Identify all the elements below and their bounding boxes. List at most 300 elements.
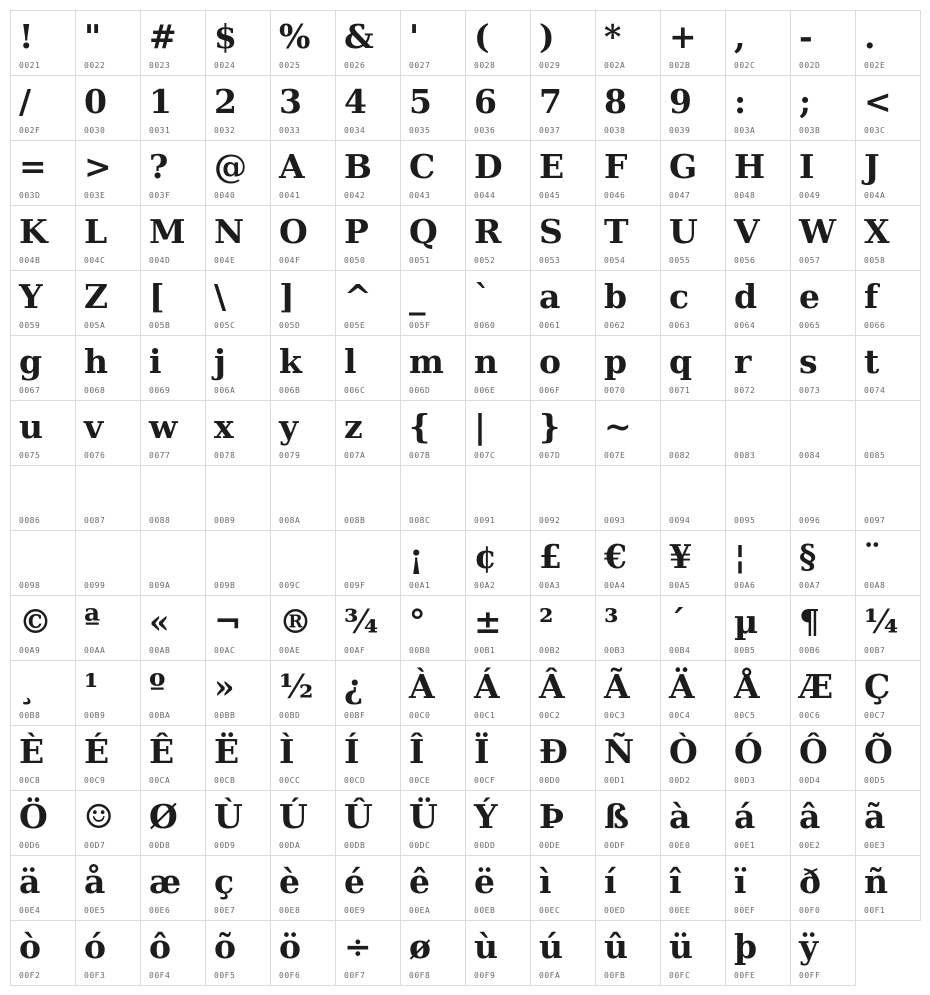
glyph-cell — [205, 10, 271, 76]
glyph-cell — [335, 205, 401, 271]
glyph-char: 6 — [474, 82, 497, 121]
glyph-cell — [595, 270, 661, 336]
glyph-cell — [725, 465, 791, 531]
glyph-char: ¡ — [409, 537, 424, 576]
glyph-codepoint: 0084 — [799, 451, 821, 460]
glyph-cell — [790, 920, 856, 986]
glyph-codepoint: 0078 — [214, 451, 236, 460]
glyph-codepoint: 0093 — [604, 516, 626, 525]
glyph-codepoint: 0069 — [149, 386, 171, 395]
glyph-codepoint: 00DC — [409, 841, 431, 850]
glyph-char: 3 — [279, 82, 302, 121]
glyph-char: ¦ — [734, 537, 747, 576]
glyph-char: ± — [474, 602, 502, 641]
glyph-char: T — [604, 212, 629, 251]
glyph-char: Ù — [214, 797, 243, 836]
glyph-codepoint: 003D — [19, 191, 41, 200]
glyph-cell — [205, 920, 271, 986]
glyph-char: ÿ — [799, 927, 819, 966]
glyph-cell — [855, 725, 921, 791]
glyph-cell — [10, 335, 76, 401]
glyph-cell — [725, 725, 791, 791]
glyph-codepoint: 002D — [799, 61, 821, 70]
glyph-char: 5 — [409, 82, 432, 121]
glyph-codepoint: 00D9 — [214, 841, 236, 850]
glyph-char: ¾ — [344, 602, 379, 641]
glyph-codepoint: 00C7 — [864, 711, 886, 720]
glyph-char: D — [474, 147, 503, 186]
glyph-cell — [205, 660, 271, 726]
glyph-cell — [855, 335, 921, 401]
glyph-cell — [75, 75, 141, 141]
glyph-char: t — [864, 342, 880, 381]
glyph-cell — [10, 465, 76, 531]
glyph-codepoint: 00C0 — [409, 711, 431, 720]
glyph-codepoint: 00E6 — [149, 906, 171, 915]
glyph-codepoint: 0074 — [864, 386, 886, 395]
glyph-codepoint: 00AB — [149, 646, 171, 655]
glyph-codepoint: 00A7 — [799, 581, 821, 590]
glyph-cell — [400, 75, 466, 141]
glyph-char: ³ — [604, 602, 619, 641]
glyph-cell — [75, 335, 141, 401]
glyph-codepoint: 002C — [734, 61, 756, 70]
glyph-char: Þ — [539, 797, 564, 836]
glyph-char: ( — [474, 17, 490, 56]
glyph-codepoint: 00E0 — [669, 841, 691, 850]
glyph-codepoint: 00F7 — [344, 971, 366, 980]
glyph-cell — [140, 270, 206, 336]
glyph-cell — [660, 10, 726, 76]
glyph-char: y — [279, 407, 299, 446]
glyph-codepoint: 0077 — [149, 451, 171, 460]
glyph-cell — [595, 790, 661, 856]
glyph-cell — [465, 790, 531, 856]
glyph-char: ¥ — [669, 537, 692, 576]
glyph-cell — [75, 205, 141, 271]
glyph-char: c — [669, 277, 690, 316]
glyph-cell — [205, 725, 271, 791]
glyph-codepoint: 00B2 — [539, 646, 561, 655]
glyph-cell — [530, 75, 596, 141]
glyph-char: Å — [734, 667, 760, 706]
glyph-codepoint: 00AC — [214, 646, 236, 655]
glyph-cell — [725, 530, 791, 596]
glyph-cell — [400, 920, 466, 986]
glyph-codepoint: 002B — [669, 61, 691, 70]
glyph-cell — [400, 660, 466, 726]
glyph-codepoint: 007A — [344, 451, 366, 460]
glyph-char: Á — [474, 667, 500, 706]
glyph-codepoint: 0022 — [84, 61, 106, 70]
glyph-codepoint: 00EB — [474, 906, 496, 915]
glyph-cell — [400, 465, 466, 531]
glyph-codepoint: 0029 — [539, 61, 561, 70]
glyph-cell — [790, 10, 856, 76]
glyph-char: Ê — [149, 732, 175, 771]
glyph-char: > — [84, 147, 112, 186]
glyph-codepoint: 00E1 — [734, 841, 756, 850]
glyph-cell — [855, 855, 921, 921]
glyph-cell — [400, 530, 466, 596]
glyph-char: k — [279, 342, 302, 381]
glyph-cell — [270, 920, 336, 986]
glyph-codepoint: 0096 — [799, 516, 821, 525]
glyph-char: Ã — [604, 667, 630, 706]
glyph-cell — [855, 530, 921, 596]
glyph-char: Î — [409, 732, 425, 771]
glyph-cell — [790, 465, 856, 531]
glyph-codepoint: 00B5 — [734, 646, 756, 655]
glyph-codepoint: 004E — [214, 256, 236, 265]
glyph-char: í — [604, 862, 617, 901]
glyph-codepoint: 00B1 — [474, 646, 496, 655]
glyph-cell — [270, 595, 336, 661]
glyph-char: P — [344, 212, 369, 251]
glyph-char: ' — [409, 17, 420, 56]
glyph-cell — [465, 465, 531, 531]
glyph-char: Â — [539, 667, 565, 706]
glyph-cell — [205, 335, 271, 401]
glyph-cell — [140, 530, 206, 596]
glyph-codepoint: 006B — [279, 386, 301, 395]
glyph-codepoint: 00D0 — [539, 776, 561, 785]
glyph-cell — [205, 400, 271, 466]
glyph-codepoint: 006E — [474, 386, 496, 395]
glyph-codepoint: 0049 — [799, 191, 821, 200]
glyph-cell — [205, 790, 271, 856]
glyph-char: ½ — [279, 667, 314, 706]
glyph-codepoint: 0046 — [604, 191, 626, 200]
glyph-char: È — [19, 732, 45, 771]
glyph-char: Ô — [799, 732, 828, 771]
glyph-codepoint: 005C — [214, 321, 236, 330]
glyph-cell — [725, 790, 791, 856]
glyph-char: ] — [279, 277, 295, 316]
glyph-cell — [75, 140, 141, 206]
glyph-cell — [530, 10, 596, 76]
glyph-cell — [335, 465, 401, 531]
glyph-cell — [790, 725, 856, 791]
glyph-cell — [790, 660, 856, 726]
glyph-cell — [530, 400, 596, 466]
glyph-codepoint: 0044 — [474, 191, 496, 200]
glyph-char: ² — [539, 602, 554, 641]
glyph-codepoint: 0027 — [409, 61, 431, 70]
glyph-codepoint: 003A — [734, 126, 756, 135]
glyph-char: þ — [734, 927, 758, 966]
glyph-codepoint: 00C2 — [539, 711, 561, 720]
glyph-char: á — [734, 797, 756, 836]
glyph-cell — [270, 270, 336, 336]
glyph-char: G — [669, 147, 698, 186]
glyph-codepoint: 003F — [149, 191, 171, 200]
glyph-cell — [660, 140, 726, 206]
glyph-cell — [790, 335, 856, 401]
glyph-char: R — [474, 212, 502, 251]
glyph-codepoint: 00D7 — [84, 841, 106, 850]
glyph-char: ° — [409, 602, 426, 641]
glyph-codepoint: 0075 — [19, 451, 41, 460]
glyph-codepoint: 00C6 — [799, 711, 821, 720]
glyph-char: Ð — [539, 732, 568, 771]
glyph-cell — [400, 855, 466, 921]
glyph-char: ¿ — [344, 667, 364, 706]
glyph-cell — [400, 595, 466, 661]
glyph-codepoint: 002E — [864, 61, 886, 70]
glyph-codepoint: 00B7 — [864, 646, 886, 655]
glyph-char: º — [149, 667, 166, 706]
glyph-char: ê — [409, 862, 430, 901]
glyph-char: ñ — [864, 862, 888, 901]
glyph-char: Y — [19, 277, 43, 316]
glyph-codepoint: 00FA — [539, 971, 561, 980]
glyph-codepoint: 00D3 — [734, 776, 756, 785]
glyph-codepoint: 0066 — [864, 321, 886, 330]
glyph-cell — [400, 205, 466, 271]
glyph-codepoint: 00EF — [734, 906, 756, 915]
glyph-codepoint: 00A2 — [474, 581, 496, 590]
glyph-codepoint: 0071 — [669, 386, 691, 395]
glyph-char: ¶ — [799, 602, 820, 641]
glyph-codepoint: 009B — [214, 581, 236, 590]
glyph-char: û — [604, 927, 628, 966]
glyph-char: 7 — [539, 82, 562, 121]
glyph-cell — [595, 530, 661, 596]
glyph-char: ä — [19, 862, 41, 901]
glyph-codepoint: 004B — [19, 256, 41, 265]
glyph-cell — [660, 920, 726, 986]
glyph-char: € — [604, 537, 627, 576]
glyph-codepoint: 0082 — [669, 451, 691, 460]
glyph-codepoint: 0089 — [214, 516, 236, 525]
glyph-char: £ — [539, 537, 562, 576]
glyph-cell — [465, 75, 531, 141]
glyph-char: h — [84, 342, 108, 381]
glyph-cell — [10, 400, 76, 466]
glyph-codepoint: 00DE — [539, 841, 561, 850]
glyph-codepoint: 004F — [279, 256, 301, 265]
glyph-cell — [725, 270, 791, 336]
glyph-codepoint: 00CA — [149, 776, 171, 785]
glyph-char: w — [149, 407, 178, 446]
glyph-char: K — [19, 212, 48, 251]
glyph-char: ? — [149, 147, 169, 186]
glyph-char: W — [799, 212, 837, 251]
glyph-char: ç — [214, 862, 235, 901]
glyph-cell — [595, 920, 661, 986]
glyph-cell — [660, 855, 726, 921]
glyph-char: ß — [604, 797, 630, 836]
glyph-char: ª — [84, 602, 101, 641]
glyph-char: Ó — [734, 732, 763, 771]
glyph-char: ø — [409, 927, 432, 966]
glyph-codepoint: 00C8 — [19, 776, 41, 785]
glyph-char: µ — [734, 602, 759, 641]
glyph-char: ® — [279, 602, 312, 641]
glyph-codepoint: 003E — [84, 191, 106, 200]
glyph-codepoint: 009A — [149, 581, 171, 590]
glyph-cell — [335, 335, 401, 401]
glyph-codepoint: 00DB — [344, 841, 366, 850]
glyph-codepoint: 00E3 — [864, 841, 886, 850]
glyph-char: % — [279, 17, 311, 56]
glyph-cell — [725, 205, 791, 271]
glyph-char: § — [799, 537, 817, 576]
glyph-codepoint: 005E — [344, 321, 366, 330]
glyph-cell — [725, 595, 791, 661]
glyph-codepoint: 00AA — [84, 646, 106, 655]
glyph-cell — [10, 10, 76, 76]
glyph-codepoint: 00BD — [279, 711, 301, 720]
glyph-codepoint: 0043 — [409, 191, 431, 200]
glyph-cell — [595, 855, 661, 921]
glyph-cell — [855, 75, 921, 141]
glyph-codepoint: 0033 — [279, 126, 301, 135]
glyph-codepoint: 00E8 — [279, 906, 301, 915]
glyph-cell — [855, 205, 921, 271]
glyph-char: « — [149, 602, 170, 641]
glyph-cell — [790, 595, 856, 661]
glyph-cell — [205, 270, 271, 336]
glyph-cell — [270, 10, 336, 76]
glyph-char: Ì — [279, 732, 295, 771]
glyph-codepoint: 0091 — [474, 516, 496, 525]
glyph-cell — [790, 75, 856, 141]
glyph-cell — [140, 400, 206, 466]
glyph-char: 4 — [344, 82, 367, 121]
glyph-char: Ñ — [604, 732, 635, 771]
glyph-cell — [530, 335, 596, 401]
glyph-cell — [205, 855, 271, 921]
glyph-codepoint: 00E7 — [214, 906, 236, 915]
glyph-cell — [790, 790, 856, 856]
glyph-codepoint: 0079 — [279, 451, 301, 460]
glyph-char: ! — [19, 17, 34, 56]
glyph-char: ☺ — [84, 797, 114, 836]
glyph-cell — [10, 140, 76, 206]
glyph-codepoint: 00CB — [214, 776, 236, 785]
glyph-codepoint: 00B0 — [409, 646, 431, 655]
glyph-char: $ — [214, 17, 237, 56]
glyph-codepoint: 00A4 — [604, 581, 626, 590]
glyph-cell — [270, 660, 336, 726]
glyph-char: è — [279, 862, 300, 901]
glyph-char: ë — [474, 862, 495, 901]
glyph-cell — [10, 660, 76, 726]
glyph-char: ü — [669, 927, 693, 966]
glyph-char: ö — [279, 927, 302, 966]
glyph-cell — [725, 400, 791, 466]
glyph-char: Ü — [409, 797, 438, 836]
glyph-cell — [75, 660, 141, 726]
glyph-char: < — [864, 82, 892, 121]
glyph-cell — [465, 660, 531, 726]
glyph-codepoint: 007D — [539, 451, 561, 460]
glyph-codepoint: 0085 — [864, 451, 886, 460]
glyph-cell — [530, 790, 596, 856]
glyph-cell — [140, 335, 206, 401]
glyph-char: a — [539, 277, 561, 316]
glyph-codepoint: 00A5 — [669, 581, 691, 590]
glyph-char: Ö — [19, 797, 48, 836]
glyph-codepoint: 00B9 — [84, 711, 106, 720]
glyph-cell — [465, 205, 531, 271]
glyph-char: C — [409, 147, 436, 186]
glyph-cell — [855, 790, 921, 856]
glyph-codepoint: 0063 — [669, 321, 691, 330]
glyph-codepoint: 0042 — [344, 191, 366, 200]
glyph-codepoint: 00B4 — [669, 646, 691, 655]
glyph-char: ~ — [604, 407, 632, 446]
glyph-char: { — [409, 407, 431, 446]
glyph-codepoint: 0092 — [539, 516, 561, 525]
glyph-cell — [335, 140, 401, 206]
glyph-codepoint: 0064 — [734, 321, 756, 330]
glyph-char: " — [84, 17, 102, 56]
glyph-char: Ø — [149, 797, 178, 836]
glyph-cell — [140, 660, 206, 726]
glyph-codepoint: 0056 — [734, 256, 756, 265]
glyph-char: O — [279, 212, 308, 251]
glyph-char: M — [149, 212, 186, 251]
glyph-codepoint: 00F9 — [474, 971, 496, 980]
glyph-char: N — [214, 212, 245, 251]
glyph-cell — [140, 140, 206, 206]
glyph-cell — [400, 10, 466, 76]
glyph-cell — [855, 465, 921, 531]
glyph-codepoint: 0051 — [409, 256, 431, 265]
glyph-char: É — [84, 732, 110, 771]
glyph-codepoint: 00EA — [409, 906, 431, 915]
glyph-cell — [790, 530, 856, 596]
glyph-char: ` — [474, 277, 491, 316]
glyph-cell — [530, 855, 596, 921]
glyph-cell — [465, 400, 531, 466]
glyph-cell — [205, 140, 271, 206]
glyph-codepoint: 00CF — [474, 776, 496, 785]
glyph-cell — [335, 920, 401, 986]
glyph-char: j — [214, 342, 226, 381]
glyph-char: f — [864, 277, 879, 316]
glyph-cell — [725, 10, 791, 76]
glyph-codepoint: 0072 — [734, 386, 756, 395]
glyph-cell — [855, 140, 921, 206]
glyph-codepoint: 00E2 — [799, 841, 821, 850]
glyph-codepoint: 006C — [344, 386, 366, 395]
glyph-codepoint: 00F0 — [799, 906, 821, 915]
glyph-char: S — [539, 212, 563, 251]
glyph-codepoint: 00DF — [604, 841, 626, 850]
glyph-char: _ — [409, 277, 426, 316]
glyph-codepoint: 00FF — [799, 971, 821, 980]
glyph-cell — [660, 335, 726, 401]
glyph-codepoint: 00EC — [539, 906, 561, 915]
glyph-cell — [790, 270, 856, 336]
glyph-codepoint: 0053 — [539, 256, 561, 265]
glyph-codepoint: 00A9 — [19, 646, 41, 655]
glyph-codepoint: 0061 — [539, 321, 561, 330]
glyph-codepoint: 0040 — [214, 191, 236, 200]
glyph-codepoint: 00AE — [279, 646, 301, 655]
glyph-codepoint: 00F4 — [149, 971, 171, 980]
glyph-codepoint: 00A6 — [734, 581, 756, 590]
glyph-char: ã — [864, 797, 886, 836]
glyph-codepoint: 0047 — [669, 191, 691, 200]
glyph-char: ò — [19, 927, 42, 966]
glyph-cell — [140, 75, 206, 141]
glyph-cell — [465, 530, 531, 596]
